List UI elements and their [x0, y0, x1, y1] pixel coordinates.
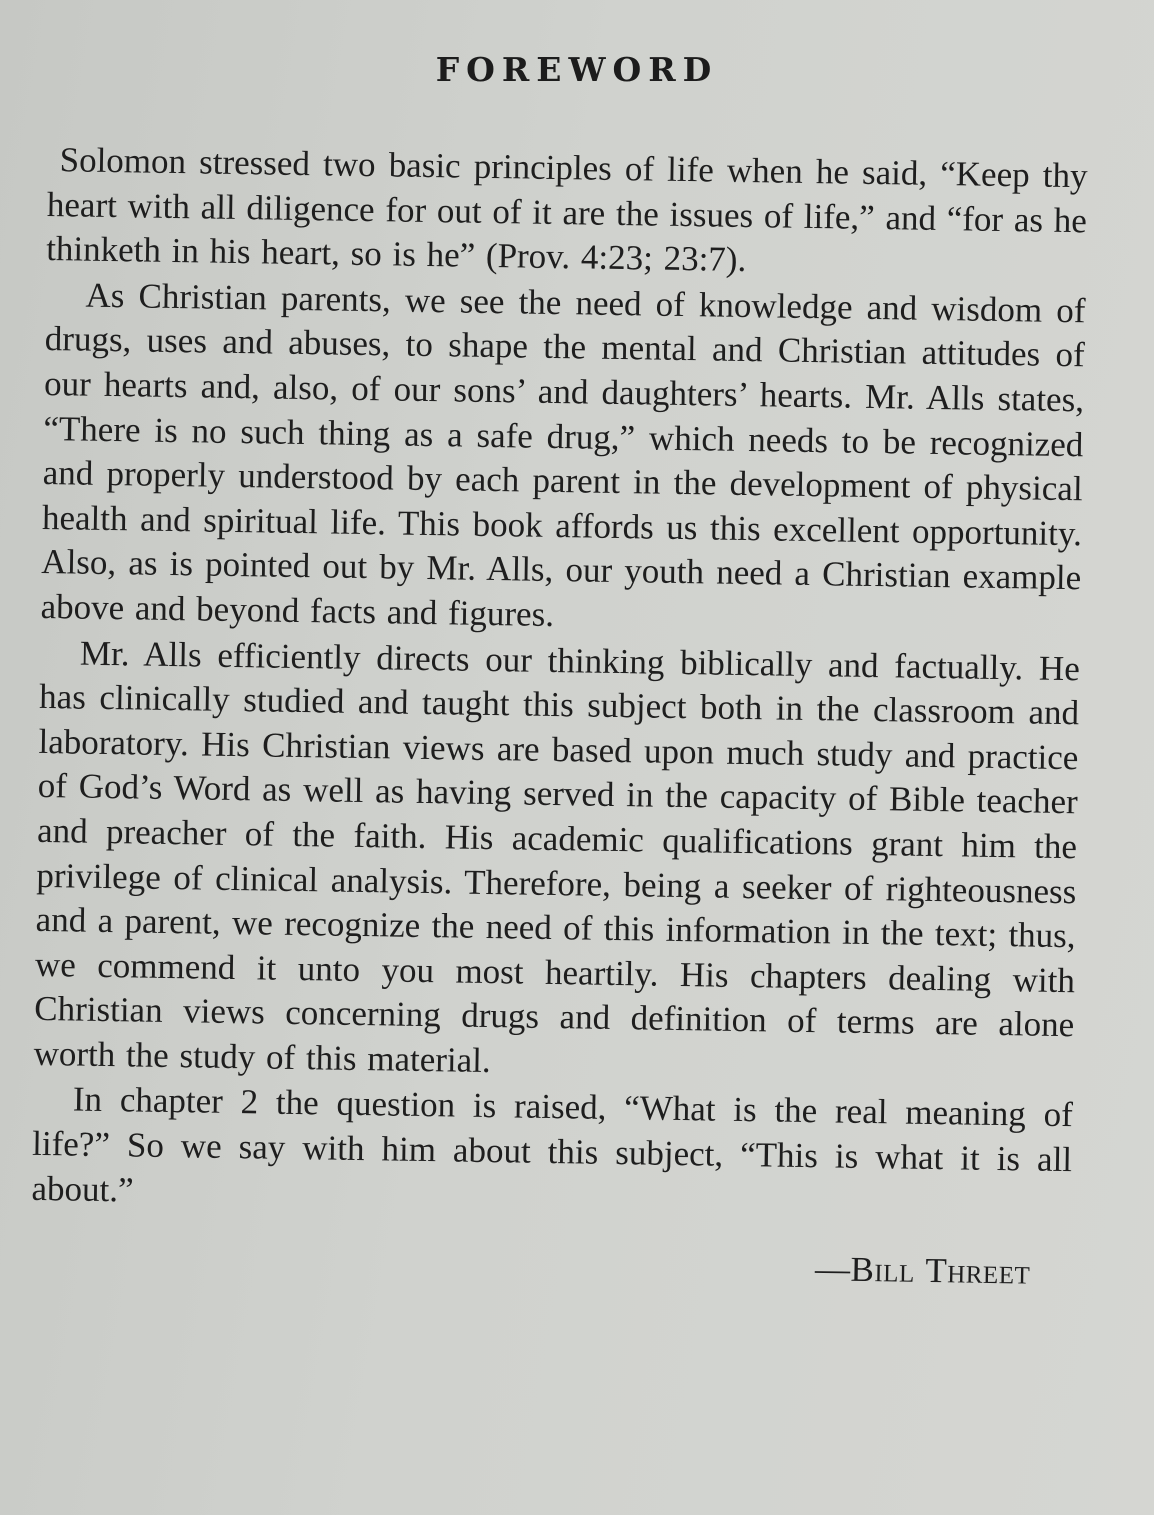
paragraph-1: Solomon stressed two basic principles of life when he said, “Keep thy heart with all diligence for out of it are the issues of life,” and “for as he thinketh in his heart, so is he” (Prov. 4:23; 23:7).: [45, 140, 1088, 280]
foreword-body: [30, 138, 1088, 1296]
paragraph-2: As Christian parents, we see the need of knowledge and wisdom of drugs, uses and abuses, to shape the mental and Christian attitudes of our hearts and, also, of our sons’ and daughters’ hearts. Mr. Alls states, “There is no such thing as a safe drug,” which needs to be recognized and properly understood by each parent in the development of physical health and spiritual life. This book affords us this excellent opportunity. Also, as is pointed out by Mr. Alls, our youth need a Christian example above and beyond facts and figures.: [40, 275, 1086, 634]
page-title: FOREWORD: [435, 50, 719, 89]
paragraph-3: Mr. Alls efficiently directs our thinking biblically and factually. He has clinically studied and taught this subject both in the classroom and laboratory. His Christian views are based upon much study and practice of God’s Word as well as having served in the capacity of Bible teacher and preacher of the faith. His academic qualifications grant him the privilege of clinical analysis. Therefore, being a seeker of righteousness and a parent, we recognize the need of this information in the text; thus, we commend it unto you most heartily. His chapters dealing with Christian views concerning drugs and definition of terms are alone worth the study of this material.: [33, 633, 1081, 1080]
author-signature: —Bill Threet: [814, 1249, 1031, 1292]
paragraph-4: In chapter 2 the question is raised, “What is the real meaning of life?” So we say with him about this subject, “This is what it is all about.”: [31, 1079, 1074, 1210]
